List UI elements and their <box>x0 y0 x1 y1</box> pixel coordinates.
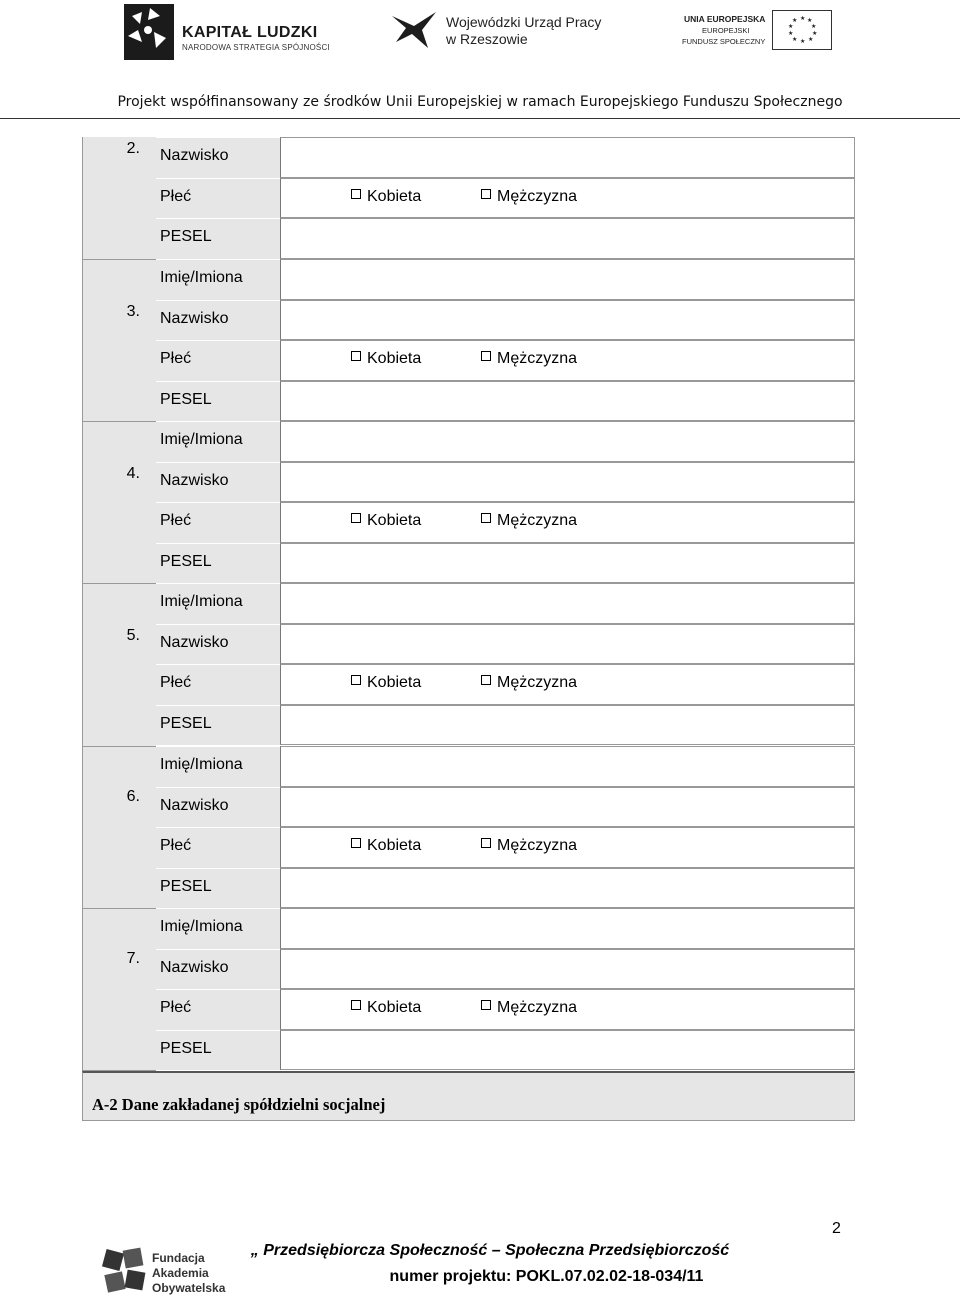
pesel-row <box>82 868 855 909</box>
first-name-input[interactable] <box>280 421 855 462</box>
fundacja-line2: Akademia <box>152 1266 209 1280</box>
svg-text:★: ★ <box>811 23 817 30</box>
checkbox-icon[interactable] <box>481 838 491 848</box>
sex-label: Płeć <box>160 674 192 691</box>
surname-label: Nazwisko <box>160 633 229 651</box>
svg-text:★: ★ <box>792 17 798 24</box>
label-cell <box>156 787 280 828</box>
label-cell <box>156 178 280 219</box>
wup-name: Wojewódzki Urząd Pracy <box>446 14 602 30</box>
surname-row <box>82 462 855 503</box>
surname-label: Nazwisko <box>160 958 229 976</box>
entry-number: 3. <box>126 303 140 320</box>
label-cell <box>156 664 280 705</box>
checkbox-icon[interactable] <box>481 675 491 685</box>
first-name-input[interactable] <box>280 908 855 949</box>
checkbox-icon[interactable] <box>351 838 361 848</box>
pesel-input[interactable] <box>280 381 855 422</box>
pesel-input[interactable] <box>280 218 855 259</box>
entry-number: 5. <box>126 627 140 644</box>
label-cell <box>156 705 280 746</box>
surname-input[interactable] <box>280 787 855 828</box>
sex-options <box>280 178 855 219</box>
svg-text:★: ★ <box>807 17 813 24</box>
surname-row <box>82 300 855 341</box>
project-tagline: „ Przedsiębiorcza Społeczność – Społeczna Przedsiębiorczość <box>250 1242 730 1259</box>
entry-number: 7. <box>126 950 140 967</box>
svg-text:★: ★ <box>800 15 806 22</box>
male-option[interactable]: Mężczyzna <box>481 350 577 368</box>
pesel-row <box>82 381 855 422</box>
pesel-input[interactable] <box>280 1030 855 1071</box>
wup-logo <box>388 8 618 58</box>
surname-label: Nazwisko <box>160 147 229 164</box>
checkbox-icon[interactable] <box>481 513 491 523</box>
pesel-label: PESEL <box>160 552 212 570</box>
female-option[interactable]: Kobieta <box>351 674 421 692</box>
label-cell <box>156 259 280 300</box>
first-name-input[interactable] <box>280 746 855 787</box>
label-cell <box>156 218 280 259</box>
entry-number: 2. <box>126 140 140 157</box>
svg-text:★: ★ <box>812 30 818 37</box>
pesel-label: PESEL <box>160 714 212 732</box>
sex-options <box>280 827 855 868</box>
eu-logo <box>680 10 840 55</box>
checkbox-icon[interactable] <box>351 351 361 361</box>
surname-row <box>82 787 855 828</box>
label-cell <box>156 421 280 462</box>
male-option[interactable]: Mężczyzna <box>481 512 577 530</box>
first-name-label: Imię/Imiona <box>160 269 243 286</box>
first-name-input[interactable] <box>280 583 855 624</box>
svg-text:★: ★ <box>800 38 806 45</box>
eu-fund: FUNDUSZ SPOŁECZNY <box>682 37 766 46</box>
sex-row <box>82 502 855 543</box>
pesel-input[interactable] <box>280 543 855 584</box>
checkbox-icon[interactable] <box>351 189 361 199</box>
checkbox-icon[interactable] <box>351 675 361 685</box>
first-name-row <box>82 583 855 624</box>
sex-label: Płeć <box>160 999 192 1016</box>
label-cell <box>156 300 280 341</box>
surname-label: Nazwisko <box>160 796 229 814</box>
female-option[interactable]: Kobieta <box>351 188 421 206</box>
section-header <box>82 1071 855 1121</box>
sex-options <box>280 340 855 381</box>
sex-label: Płeć <box>160 187 192 205</box>
checkbox-icon[interactable] <box>481 189 491 199</box>
pesel-row <box>82 1030 855 1071</box>
pesel-row <box>82 218 855 259</box>
entry-number: 4. <box>126 465 140 482</box>
eu-title: UNIA EUROPEJSKA <box>684 14 766 24</box>
label-cell <box>156 908 280 949</box>
label-cell <box>156 624 280 665</box>
female-option[interactable]: Kobieta <box>351 350 421 368</box>
label-cell <box>156 462 280 503</box>
label-cell <box>156 583 280 624</box>
svg-text:★: ★ <box>788 30 794 37</box>
pesel-label: PESEL <box>160 1039 212 1057</box>
surname-label: Nazwisko <box>160 309 229 327</box>
eu-subtitle: EUROPEJSKI <box>702 26 750 35</box>
pesel-input[interactable] <box>280 868 855 909</box>
eu-flag-icon <box>772 10 832 50</box>
cofinancing-note: Projekt współfinansowany ze środków Unii Europejskiej w ramach Europejskiego Funduszu Społecznego <box>117 94 843 110</box>
sex-options <box>280 664 855 705</box>
surname-row <box>82 137 855 178</box>
section-title: A-2 Dane zakładanej spółdzielni socjalnej <box>92 1095 386 1114</box>
sex-row <box>82 178 855 219</box>
label-cell <box>156 1030 280 1071</box>
surname-input[interactable] <box>280 137 855 178</box>
surname-input[interactable] <box>280 624 855 665</box>
wup-city: w Rzeszowie <box>446 31 528 47</box>
pesel-input[interactable] <box>280 705 855 746</box>
pesel-label: PESEL <box>160 390 212 408</box>
label-cell <box>156 949 280 990</box>
first-name-row <box>82 421 855 462</box>
sex-label: Płeć <box>160 350 192 367</box>
svg-text:★: ★ <box>808 36 814 43</box>
surname-row <box>82 949 855 990</box>
surname-row <box>82 624 855 665</box>
project-number: numer projektu: POKL.07.02.02-18-034/11 <box>389 1268 704 1285</box>
pesel-label: PESEL <box>160 228 212 245</box>
first-name-row <box>82 259 855 300</box>
first-name-label: Imię/Imiona <box>160 593 243 610</box>
page-number: 2 <box>832 1220 841 1237</box>
label-cell <box>156 868 280 909</box>
sex-row <box>82 664 855 705</box>
first-name-label: Imię/Imiona <box>160 756 243 773</box>
sex-row <box>82 827 855 868</box>
first-name-row <box>82 908 855 949</box>
label-cell <box>156 137 280 178</box>
sex-label: Płeć <box>160 512 192 529</box>
entry-number: 6. <box>126 788 140 805</box>
first-name-input[interactable] <box>280 259 855 300</box>
surname-input[interactable] <box>280 462 855 503</box>
label-cell <box>156 746 280 787</box>
checkbox-icon[interactable] <box>481 351 491 361</box>
sex-options <box>280 989 855 1030</box>
first-name-label: Imię/Imiona <box>160 918 243 935</box>
label-cell <box>156 381 280 422</box>
male-option[interactable]: Mężczyzna <box>481 837 577 855</box>
label-cell <box>156 502 280 543</box>
surname-input[interactable] <box>280 300 855 341</box>
checkbox-icon[interactable] <box>351 1000 361 1010</box>
surname-label: Nazwisko <box>160 471 229 489</box>
fundacja-line1: Fundacja <box>152 1251 205 1265</box>
svg-text:★: ★ <box>792 36 798 43</box>
sex-options <box>280 502 855 543</box>
header-divider <box>0 118 960 119</box>
label-cell <box>156 543 280 584</box>
pesel-row <box>82 705 855 746</box>
checkbox-icon[interactable] <box>351 513 361 523</box>
first-name-label: Imię/Imiona <box>160 431 243 448</box>
label-cell <box>156 989 280 1030</box>
female-option[interactable]: Kobieta <box>351 999 421 1017</box>
male-option[interactable]: Mężczyzna <box>481 674 577 692</box>
bird-icon <box>388 8 442 54</box>
surname-input[interactable] <box>280 949 855 990</box>
kapital-ludzki-title: KAPITAŁ LUDZKI <box>182 24 318 41</box>
sex-label: Płeć <box>160 837 192 854</box>
label-cell <box>156 827 280 868</box>
kapital-ludzki-logo <box>120 2 350 64</box>
checkbox-icon[interactable] <box>481 1000 491 1010</box>
female-option[interactable]: Kobieta <box>351 512 421 530</box>
kapital-ludzki-emblem-icon <box>120 2 178 62</box>
svg-text:★: ★ <box>788 23 794 30</box>
first-name-row <box>82 746 855 787</box>
pesel-row <box>82 543 855 584</box>
sex-row <box>82 989 855 1030</box>
label-cell <box>156 340 280 381</box>
sex-row <box>82 340 855 381</box>
kapital-ludzki-subtitle: NARODOWA STRATEGIA SPÓJNOŚCI <box>182 43 330 52</box>
male-option[interactable]: Mężczyzna <box>481 999 577 1017</box>
pesel-label: PESEL <box>160 877 212 895</box>
female-option[interactable]: Kobieta <box>351 837 421 855</box>
fundacja-line3: Obywatelska <box>152 1281 226 1295</box>
male-option[interactable]: Mężczyzna <box>481 188 577 206</box>
